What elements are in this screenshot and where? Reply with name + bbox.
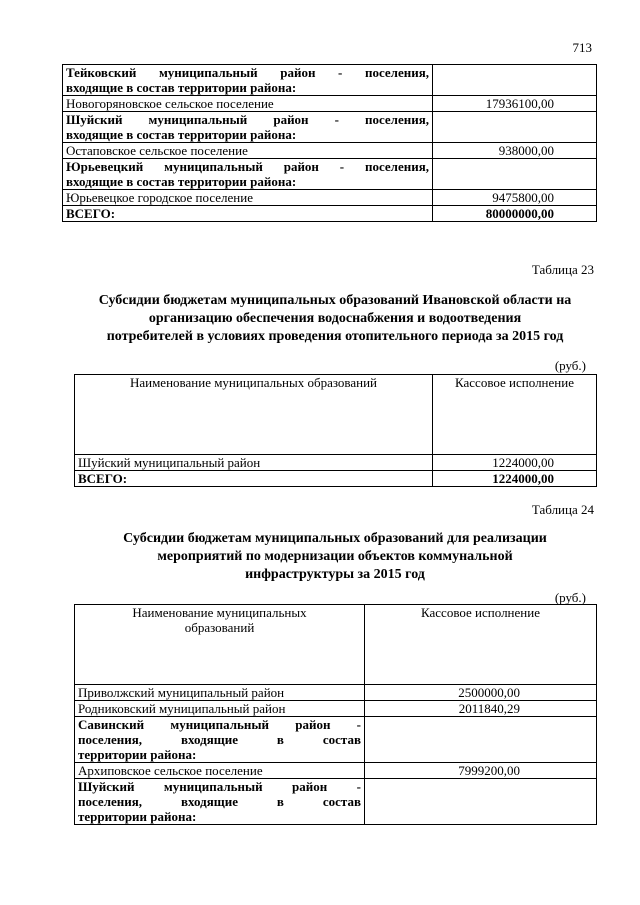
cell-name <box>75 779 365 825</box>
cell-name <box>63 206 433 222</box>
cell-value: 1224000,00 <box>433 471 597 487</box>
cell-name <box>63 112 433 143</box>
cell-line: входящие в состав территории района: <box>66 127 297 142</box>
cell-value: 2011840,29 <box>365 701 597 717</box>
cell-line: Приволжский муниципальный район <box>78 685 285 700</box>
cell-name <box>75 763 365 779</box>
table-row <box>75 701 597 717</box>
title-line: Субсидии бюджетам муниципальных образований Ивановской области на <box>98 293 572 308</box>
cell-value: 9475800,00 <box>433 190 597 206</box>
table-row <box>75 763 597 779</box>
page-number: 713 <box>572 40 592 55</box>
cell-name: ВСЕГО: <box>75 471 433 487</box>
cell-name <box>63 190 433 206</box>
cell-line: Тейковский муниципальный район - поселения, <box>66 65 429 80</box>
table-row-total <box>75 471 597 487</box>
cell-name <box>75 685 365 701</box>
cell-value <box>433 159 597 190</box>
table-row-group <box>63 65 597 96</box>
title-line: мероприятий по модернизации объектов коммунальной <box>157 549 513 564</box>
header-value: Кассовое исполнение <box>433 375 597 455</box>
cell-line: Родниковский муниципальный район <box>78 701 286 716</box>
cell-value <box>433 112 597 143</box>
cell-name <box>63 65 433 96</box>
cell-name <box>75 717 365 763</box>
table-24 <box>74 604 597 825</box>
table-row <box>63 143 597 159</box>
title-line: организацию обеспечения водоснабжения и водоотведения <box>148 311 522 326</box>
table-24-caption: Таблица 24 <box>531 502 594 517</box>
cell-name <box>63 143 433 159</box>
table-row <box>75 455 597 471</box>
cell-value: 80000000,00 <box>433 206 597 222</box>
table-row <box>63 190 597 206</box>
header-line: образований <box>184 620 255 635</box>
cell-value: 1224000,00 <box>433 455 597 471</box>
cell-line: Новогоряновское сельское поселение <box>66 96 274 111</box>
cell-line: Шуйский муниципальный район - <box>78 779 361 794</box>
cell-line: Юрьевецкое городское поселение <box>66 190 253 205</box>
cell-line: территории района: <box>78 747 197 762</box>
cell-line: Юрьевецкий муниципальный район - поселения, <box>66 159 429 174</box>
table-row-group <box>63 206 597 222</box>
table-header-row <box>75 605 597 685</box>
header-line: Наименование муниципальных <box>132 605 307 620</box>
cell-line: входящие в состав территории района: <box>66 80 297 95</box>
cell-line: ВСЕГО: <box>66 206 116 221</box>
table-header-row <box>75 375 597 455</box>
table-24-title <box>70 530 600 584</box>
cell-line: поселения, входящие в состав <box>78 732 361 747</box>
table-row-group <box>63 112 597 143</box>
title-line: потребителей в условиях проведения отопительного периода за 2015 год <box>106 329 564 344</box>
header-name: Наименование муниципальных образований <box>75 375 433 455</box>
cell-line: Шуйский муниципальный район - поселения, <box>66 112 429 127</box>
cell-name: Шуйский муниципальный район <box>75 455 433 471</box>
table-row-group <box>75 717 597 763</box>
cell-name <box>63 159 433 190</box>
cell-line: территории района: <box>78 809 197 824</box>
table-23-title <box>70 292 600 346</box>
title-line: инфраструктуры за 2015 год <box>245 567 425 582</box>
table-23 <box>74 374 597 487</box>
cell-line: Архиповское сельское поселение <box>78 763 263 778</box>
table-continuation <box>62 64 597 222</box>
table-24-unit: (руб.) <box>554 590 586 605</box>
cell-value <box>365 717 597 763</box>
cell-value: 938000,00 <box>433 143 597 159</box>
table-23-unit: (руб.) <box>554 358 586 373</box>
cell-line: поселения, входящие в состав <box>78 794 361 809</box>
cell-name <box>75 701 365 717</box>
table-23-caption: Таблица 23 <box>531 262 594 277</box>
cell-line: Остаповское сельское поселение <box>66 143 248 158</box>
cell-value: 2500000,00 <box>365 685 597 701</box>
table-row-group <box>63 159 597 190</box>
header-name <box>75 605 365 685</box>
title-line: Субсидии бюджетам муниципальных образований для реализации <box>123 531 547 546</box>
cell-line: Савинский муниципальный район - <box>78 717 361 732</box>
table-row-group <box>75 779 597 825</box>
cell-value <box>433 65 597 96</box>
table-row <box>63 96 597 112</box>
table-row <box>75 685 597 701</box>
cell-name <box>63 96 433 112</box>
header-value: Кассовое исполнение <box>365 605 597 685</box>
cell-value: 17936100,00 <box>433 96 597 112</box>
cell-line: входящие в состав территории района: <box>66 174 297 189</box>
cell-value: 7999200,00 <box>365 763 597 779</box>
cell-value <box>365 779 597 825</box>
